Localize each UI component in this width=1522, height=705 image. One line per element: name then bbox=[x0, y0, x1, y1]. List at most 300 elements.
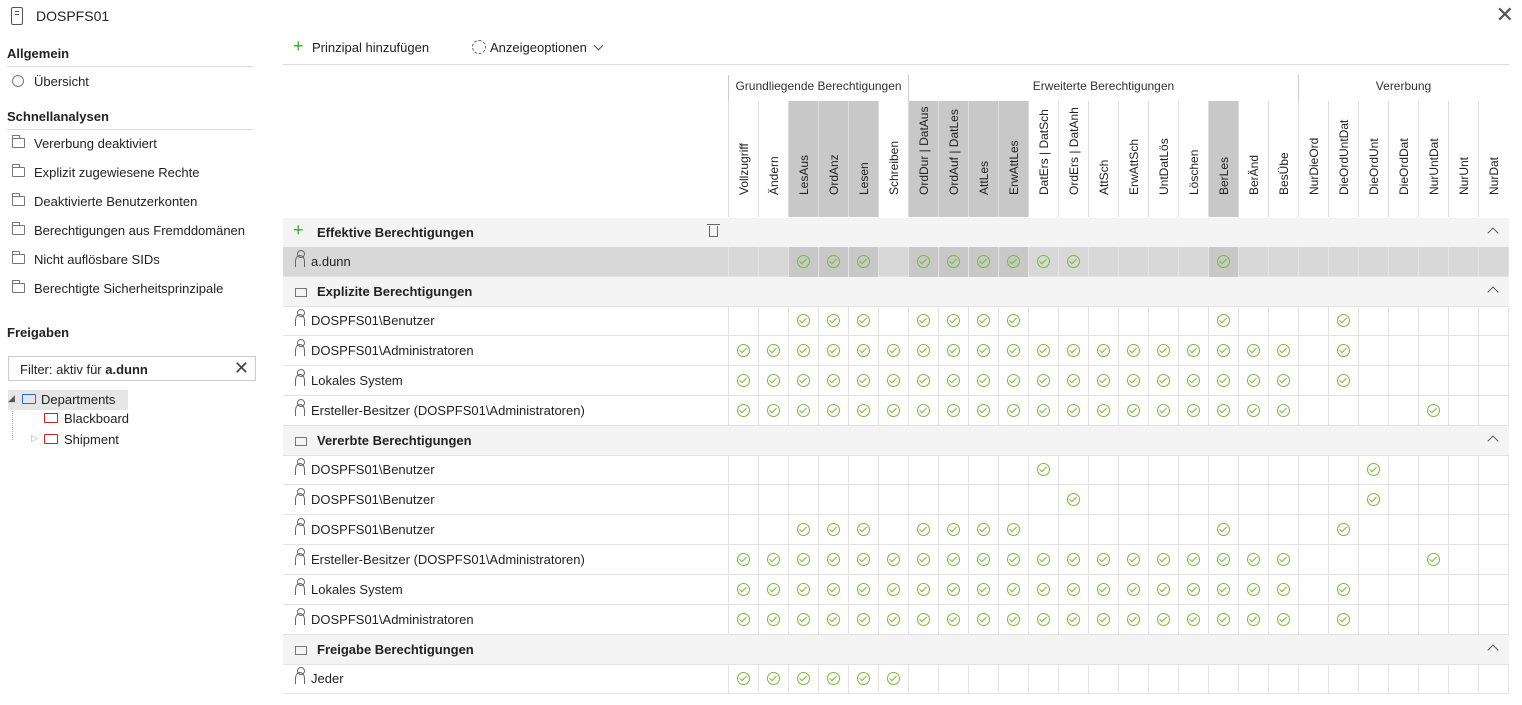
permission-cell[interactable] bbox=[788, 396, 818, 426]
permission-cell[interactable] bbox=[848, 485, 878, 515]
permission-cell[interactable] bbox=[1268, 545, 1298, 575]
permission-cell[interactable] bbox=[1118, 366, 1148, 396]
permission-cell[interactable] bbox=[1298, 515, 1328, 545]
permission-cell[interactable] bbox=[878, 545, 908, 575]
nav-item-berechtigte-sicherheitsprinzipale[interactable]: Berechtigte Sicherheitsprinzipale bbox=[7, 278, 253, 302]
permission-cell[interactable] bbox=[1238, 396, 1268, 426]
permission-cell[interactable] bbox=[1478, 366, 1508, 396]
permission-cell[interactable] bbox=[1388, 664, 1418, 694]
permission-cell[interactable] bbox=[1448, 664, 1478, 694]
permission-cell[interactable] bbox=[1478, 605, 1508, 635]
permission-cell[interactable] bbox=[1148, 485, 1178, 515]
permission-cell[interactable] bbox=[1238, 485, 1268, 515]
permission-cell[interactable] bbox=[1028, 664, 1058, 694]
permission-cell[interactable] bbox=[1268, 485, 1298, 515]
permission-cell[interactable] bbox=[1148, 545, 1178, 575]
permission-cell[interactable] bbox=[938, 247, 968, 277]
table-row[interactable]: a.dunn bbox=[283, 247, 1509, 277]
permission-cell[interactable] bbox=[1298, 336, 1328, 366]
permission-cell[interactable] bbox=[1298, 485, 1328, 515]
permission-cell[interactable] bbox=[1028, 545, 1058, 575]
permission-cell[interactable] bbox=[848, 664, 878, 694]
collapse-chevron-icon[interactable] bbox=[1487, 435, 1498, 446]
tree-node-shipment[interactable]: ▷ Shipment bbox=[31, 432, 119, 447]
permission-cell[interactable] bbox=[1418, 306, 1448, 336]
permission-cell[interactable] bbox=[788, 605, 818, 635]
permission-cell[interactable] bbox=[818, 247, 848, 277]
permission-cell[interactable] bbox=[1148, 515, 1178, 545]
permission-cell[interactable] bbox=[1418, 396, 1448, 426]
permission-cell[interactable] bbox=[758, 455, 788, 485]
permission-cell[interactable] bbox=[1418, 247, 1448, 277]
permission-cell[interactable] bbox=[1028, 247, 1058, 277]
permission-cell[interactable] bbox=[728, 664, 758, 694]
permission-cell[interactable] bbox=[848, 247, 878, 277]
permission-cell[interactable] bbox=[878, 605, 908, 635]
permission-cell[interactable] bbox=[1388, 336, 1418, 366]
permission-cell[interactable] bbox=[938, 455, 968, 485]
permission-cell[interactable] bbox=[788, 664, 818, 694]
permission-cell[interactable] bbox=[968, 366, 998, 396]
permission-cell[interactable] bbox=[818, 396, 848, 426]
table-row[interactable]: DOSPFS01\Benutzer bbox=[283, 515, 1509, 545]
permission-cell[interactable] bbox=[1118, 605, 1148, 635]
permission-cell[interactable] bbox=[1388, 485, 1418, 515]
permission-cell[interactable] bbox=[878, 396, 908, 426]
permission-cell[interactable] bbox=[1088, 664, 1118, 694]
permission-cell[interactable] bbox=[818, 605, 848, 635]
section-header[interactable]: Freigabe Berechtigungen bbox=[283, 635, 1509, 665]
add-principal-button[interactable]: + Prinzipal hinzufügen bbox=[293, 36, 430, 56]
permission-cell[interactable] bbox=[938, 545, 968, 575]
column-header[interactable]: Vollzugriff bbox=[728, 101, 758, 217]
column-header[interactable]: ErwAttLes bbox=[998, 101, 1028, 217]
permission-cell[interactable] bbox=[998, 664, 1028, 694]
permission-cell[interactable] bbox=[1058, 545, 1088, 575]
permission-cell[interactable] bbox=[1118, 336, 1148, 366]
permission-cell[interactable] bbox=[998, 605, 1028, 635]
permission-cell[interactable] bbox=[788, 336, 818, 366]
permission-cell[interactable] bbox=[788, 366, 818, 396]
permission-cell[interactable] bbox=[1178, 575, 1208, 605]
tree-node-departments[interactable]: ◢ Departments bbox=[8, 390, 128, 410]
permission-cell[interactable] bbox=[1328, 664, 1358, 694]
permission-cell[interactable] bbox=[758, 545, 788, 575]
permission-cell[interactable] bbox=[1268, 515, 1298, 545]
permission-cell[interactable] bbox=[1448, 485, 1478, 515]
permission-cell[interactable] bbox=[1088, 515, 1118, 545]
permission-cell[interactable] bbox=[758, 605, 788, 635]
table-row[interactable]: DOSPFS01\Administratoren bbox=[283, 336, 1509, 366]
permission-cell[interactable] bbox=[1238, 247, 1268, 277]
permission-cell[interactable] bbox=[1478, 664, 1508, 694]
permission-cell[interactable] bbox=[1478, 396, 1508, 426]
permission-cell[interactable] bbox=[848, 336, 878, 366]
clear-filter-icon[interactable]: ✕ bbox=[233, 358, 249, 378]
permission-cell[interactable] bbox=[998, 247, 1028, 277]
permission-cell[interactable] bbox=[878, 575, 908, 605]
permission-cell[interactable] bbox=[1418, 545, 1448, 575]
permission-cell[interactable] bbox=[1388, 515, 1418, 545]
permission-cell[interactable] bbox=[1118, 545, 1148, 575]
nav-item-uebersicht[interactable]: Übersicht bbox=[7, 71, 253, 95]
permission-cell[interactable] bbox=[1058, 485, 1088, 515]
permission-cell[interactable] bbox=[1418, 366, 1448, 396]
permission-cell[interactable] bbox=[938, 485, 968, 515]
permission-cell[interactable] bbox=[1088, 247, 1118, 277]
permission-cell[interactable] bbox=[728, 247, 758, 277]
permission-cell[interactable] bbox=[878, 664, 908, 694]
permission-cell[interactable] bbox=[938, 664, 968, 694]
permission-cell[interactable] bbox=[758, 396, 788, 426]
permission-cell[interactable] bbox=[1178, 336, 1208, 366]
permission-cell[interactable] bbox=[1448, 605, 1478, 635]
permission-cell[interactable] bbox=[818, 664, 848, 694]
permission-cell[interactable] bbox=[1148, 366, 1178, 396]
permission-cell[interactable] bbox=[1358, 455, 1388, 485]
permission-cell[interactable] bbox=[1028, 366, 1058, 396]
permission-cell[interactable] bbox=[1448, 575, 1478, 605]
permission-cell[interactable] bbox=[1418, 455, 1448, 485]
permission-cell[interactable] bbox=[878, 366, 908, 396]
permission-cell[interactable] bbox=[848, 455, 878, 485]
permission-cell[interactable] bbox=[1388, 396, 1418, 426]
permission-cell[interactable] bbox=[1268, 396, 1298, 426]
permission-cell[interactable] bbox=[1358, 396, 1388, 426]
permission-cell[interactable] bbox=[758, 515, 788, 545]
permission-cell[interactable] bbox=[728, 455, 758, 485]
permission-cell[interactable] bbox=[1328, 575, 1358, 605]
permission-cell[interactable] bbox=[1028, 306, 1058, 336]
permission-cell[interactable] bbox=[818, 366, 848, 396]
permission-cell[interactable] bbox=[1208, 515, 1238, 545]
permission-cell[interactable] bbox=[1448, 366, 1478, 396]
permission-cell[interactable] bbox=[1328, 605, 1358, 635]
permission-cell[interactable] bbox=[1328, 485, 1358, 515]
permission-cell[interactable] bbox=[758, 247, 788, 277]
table-row[interactable]: Jeder bbox=[283, 664, 1509, 694]
column-header[interactable]: NurUntDat bbox=[1418, 101, 1448, 217]
permission-cell[interactable] bbox=[1178, 396, 1208, 426]
permission-cell[interactable] bbox=[938, 575, 968, 605]
permission-cell[interactable] bbox=[1238, 455, 1268, 485]
collapse-chevron-icon[interactable] bbox=[1487, 644, 1498, 655]
permission-cell[interactable] bbox=[728, 306, 758, 336]
collapsed-arrow-icon[interactable]: ▷ bbox=[31, 433, 38, 443]
permission-cell[interactable] bbox=[968, 247, 998, 277]
permission-cell[interactable] bbox=[1448, 515, 1478, 545]
permission-cell[interactable] bbox=[908, 336, 938, 366]
permission-cell[interactable] bbox=[968, 605, 998, 635]
permission-cell[interactable] bbox=[1328, 366, 1358, 396]
permission-cell[interactable] bbox=[728, 366, 758, 396]
permission-cell[interactable] bbox=[1178, 306, 1208, 336]
filter-box[interactable] bbox=[8, 356, 256, 381]
column-header[interactable]: DieOrdUnt bbox=[1358, 101, 1388, 217]
permission-cell[interactable] bbox=[1328, 247, 1358, 277]
permission-cell[interactable] bbox=[818, 545, 848, 575]
permission-cell[interactable] bbox=[1238, 575, 1268, 605]
permission-cell[interactable] bbox=[1118, 455, 1148, 485]
permission-cell[interactable] bbox=[1028, 396, 1058, 426]
column-header[interactable]: OrdErs | DatAnh bbox=[1058, 101, 1088, 217]
permission-cell[interactable] bbox=[1328, 455, 1358, 485]
permission-cell[interactable] bbox=[1358, 575, 1388, 605]
nav-item-explizit-zugewiesene-rechte[interactable]: Explizit zugewiesene Rechte bbox=[7, 162, 253, 186]
permission-cell[interactable] bbox=[1388, 306, 1418, 336]
table-row[interactable]: Ersteller-Besitzer (DOSPFS01\Administratoren) bbox=[283, 396, 1509, 426]
permission-cell[interactable] bbox=[1268, 455, 1298, 485]
permission-cell[interactable] bbox=[848, 545, 878, 575]
permission-cell[interactable] bbox=[1478, 575, 1508, 605]
permission-cell[interactable] bbox=[818, 336, 848, 366]
permission-cell[interactable] bbox=[1478, 306, 1508, 336]
permission-cell[interactable] bbox=[1208, 605, 1238, 635]
permission-cell[interactable] bbox=[1148, 336, 1178, 366]
permission-cell[interactable] bbox=[788, 455, 818, 485]
permission-cell[interactable] bbox=[968, 396, 998, 426]
permission-cell[interactable] bbox=[1208, 396, 1238, 426]
permission-cell[interactable] bbox=[1448, 545, 1478, 575]
permission-cell[interactable] bbox=[1238, 336, 1268, 366]
permission-cell[interactable] bbox=[1208, 247, 1238, 277]
permission-cell[interactable] bbox=[1358, 545, 1388, 575]
permission-cell[interactable] bbox=[968, 306, 998, 336]
permission-cell[interactable] bbox=[1418, 575, 1448, 605]
permission-cell[interactable] bbox=[1478, 515, 1508, 545]
table-row[interactable]: DOSPFS01\Benutzer bbox=[283, 306, 1509, 336]
permission-cell[interactable] bbox=[1208, 664, 1238, 694]
permission-cell[interactable] bbox=[878, 515, 908, 545]
permission-cell[interactable] bbox=[968, 575, 998, 605]
permission-cell[interactable] bbox=[1208, 306, 1238, 336]
permission-cell[interactable] bbox=[1418, 336, 1448, 366]
permission-cell[interactable] bbox=[758, 664, 788, 694]
permission-cell[interactable] bbox=[1208, 575, 1238, 605]
permission-cell[interactable] bbox=[938, 306, 968, 336]
column-header[interactable]: BerLes bbox=[1208, 101, 1238, 217]
permission-cell[interactable] bbox=[938, 336, 968, 366]
permission-cell[interactable] bbox=[788, 306, 818, 336]
permission-cell[interactable] bbox=[848, 515, 878, 545]
permission-cell[interactable] bbox=[1418, 605, 1448, 635]
permission-cell[interactable] bbox=[1238, 515, 1268, 545]
section-header[interactable]: + Effektive Berechtigungen bbox=[283, 218, 1509, 248]
permission-cell[interactable] bbox=[878, 336, 908, 366]
column-header[interactable]: LesAus bbox=[788, 101, 818, 217]
permission-cell[interactable] bbox=[1058, 396, 1088, 426]
permission-cell[interactable] bbox=[938, 515, 968, 545]
permission-cell[interactable] bbox=[998, 575, 1028, 605]
permission-cell[interactable] bbox=[1148, 306, 1178, 336]
permission-cell[interactable] bbox=[878, 455, 908, 485]
permission-cell[interactable] bbox=[1118, 575, 1148, 605]
permission-cell[interactable] bbox=[1238, 664, 1268, 694]
permission-cell[interactable] bbox=[908, 485, 938, 515]
permission-cell[interactable] bbox=[1058, 455, 1088, 485]
permission-cell[interactable] bbox=[1268, 306, 1298, 336]
permission-cell[interactable] bbox=[1418, 664, 1448, 694]
permission-cell[interactable] bbox=[728, 605, 758, 635]
permission-cell[interactable] bbox=[908, 664, 938, 694]
permission-cell[interactable] bbox=[1358, 306, 1388, 336]
table-row[interactable]: DOSPFS01\Administratoren bbox=[283, 605, 1509, 635]
permission-cell[interactable] bbox=[1058, 336, 1088, 366]
permission-cell[interactable] bbox=[1268, 366, 1298, 396]
permission-cell[interactable] bbox=[848, 605, 878, 635]
permission-cell[interactable] bbox=[1448, 247, 1478, 277]
permission-cell[interactable] bbox=[1358, 366, 1388, 396]
permission-cell[interactable] bbox=[1058, 664, 1088, 694]
permission-cell[interactable] bbox=[1298, 366, 1328, 396]
permission-cell[interactable] bbox=[998, 396, 1028, 426]
permission-cell[interactable] bbox=[1028, 605, 1058, 635]
permission-cell[interactable] bbox=[788, 515, 818, 545]
permission-cell[interactable] bbox=[968, 515, 998, 545]
permission-cell[interactable] bbox=[1028, 336, 1058, 366]
permission-cell[interactable] bbox=[908, 515, 938, 545]
permission-cell[interactable] bbox=[1148, 605, 1178, 635]
display-options-button[interactable]: Anzeigeoptionen bbox=[472, 40, 602, 55]
permission-cell[interactable] bbox=[848, 366, 878, 396]
permission-cell[interactable] bbox=[1268, 247, 1298, 277]
column-header[interactable]: DieOrdDat bbox=[1388, 101, 1418, 217]
permission-cell[interactable] bbox=[1238, 605, 1268, 635]
permission-cell[interactable] bbox=[908, 575, 938, 605]
permission-cell[interactable] bbox=[1178, 515, 1208, 545]
section-header[interactable]: Explizite Berechtigungen bbox=[283, 277, 1509, 307]
permission-cell[interactable] bbox=[1118, 247, 1148, 277]
permission-cell[interactable] bbox=[1358, 664, 1388, 694]
permission-cell[interactable] bbox=[1088, 455, 1118, 485]
permission-cell[interactable] bbox=[908, 366, 938, 396]
permission-cell[interactable] bbox=[1448, 336, 1478, 366]
collapse-chevron-icon[interactable] bbox=[1487, 286, 1498, 297]
permission-cell[interactable] bbox=[728, 336, 758, 366]
permission-cell[interactable] bbox=[1148, 455, 1178, 485]
permission-cell[interactable] bbox=[968, 455, 998, 485]
permission-cell[interactable] bbox=[1028, 575, 1058, 605]
column-header[interactable]: AttLes bbox=[968, 101, 998, 217]
column-header[interactable]: OrdAuf | DatLes bbox=[938, 101, 968, 217]
permission-cell[interactable] bbox=[1328, 336, 1358, 366]
permission-cell[interactable] bbox=[758, 336, 788, 366]
permission-cell[interactable] bbox=[1358, 605, 1388, 635]
permission-cell[interactable] bbox=[1178, 247, 1208, 277]
permission-cell[interactable] bbox=[998, 485, 1028, 515]
permission-cell[interactable] bbox=[788, 247, 818, 277]
column-header[interactable]: UntDatLös bbox=[1148, 101, 1178, 217]
permission-cell[interactable] bbox=[1298, 605, 1328, 635]
permission-cell[interactable] bbox=[1178, 485, 1208, 515]
permission-cell[interactable] bbox=[1388, 605, 1418, 635]
permission-cell[interactable] bbox=[1178, 545, 1208, 575]
permission-cell[interactable] bbox=[728, 575, 758, 605]
table-row[interactable]: Lokales System bbox=[283, 575, 1509, 605]
permission-cell[interactable] bbox=[908, 545, 938, 575]
permission-cell[interactable] bbox=[1268, 664, 1298, 694]
permission-cell[interactable] bbox=[818, 306, 848, 336]
permission-cell[interactable] bbox=[1298, 545, 1328, 575]
permission-cell[interactable] bbox=[968, 664, 998, 694]
section-header[interactable]: Vererbte Berechtigungen bbox=[283, 426, 1509, 456]
permission-cell[interactable] bbox=[1388, 545, 1418, 575]
nav-item-berechtigungen-aus-fremddomänen[interactable]: Berechtigungen aus Fremddomänen bbox=[7, 220, 253, 244]
permission-cell[interactable] bbox=[758, 366, 788, 396]
permission-cell[interactable] bbox=[818, 485, 848, 515]
permission-cell[interactable] bbox=[1328, 306, 1358, 336]
permission-cell[interactable] bbox=[1058, 366, 1088, 396]
permission-cell[interactable] bbox=[1388, 455, 1418, 485]
permission-cell[interactable] bbox=[1178, 605, 1208, 635]
permission-cell[interactable] bbox=[1208, 455, 1238, 485]
permission-cell[interactable] bbox=[998, 545, 1028, 575]
nav-item-nicht-auflösbare-sids[interactable]: Nicht auflösbare SIDs bbox=[7, 249, 253, 273]
expanded-arrow-icon[interactable]: ◢ bbox=[8, 393, 15, 403]
permission-cell[interactable] bbox=[1208, 485, 1238, 515]
permission-cell[interactable] bbox=[1358, 336, 1388, 366]
permission-cell[interactable] bbox=[1268, 575, 1298, 605]
permission-cell[interactable] bbox=[758, 575, 788, 605]
permission-cell[interactable] bbox=[1208, 366, 1238, 396]
permission-cell[interactable] bbox=[818, 515, 848, 545]
permission-cell[interactable] bbox=[908, 396, 938, 426]
permission-cell[interactable] bbox=[998, 515, 1028, 545]
permission-cell[interactable] bbox=[1178, 366, 1208, 396]
permission-cell[interactable] bbox=[998, 336, 1028, 366]
permission-cell[interactable] bbox=[908, 605, 938, 635]
permission-cell[interactable] bbox=[1418, 485, 1448, 515]
permission-cell[interactable] bbox=[1118, 664, 1148, 694]
permission-cell[interactable] bbox=[1088, 605, 1118, 635]
permission-cell[interactable] bbox=[1118, 515, 1148, 545]
permission-cell[interactable] bbox=[1388, 247, 1418, 277]
permission-cell[interactable] bbox=[1448, 455, 1478, 485]
permission-cell[interactable] bbox=[1208, 336, 1238, 366]
permission-cell[interactable] bbox=[1148, 247, 1178, 277]
permission-cell[interactable] bbox=[1328, 515, 1358, 545]
permission-cell[interactable] bbox=[1448, 396, 1478, 426]
permission-cell[interactable] bbox=[938, 366, 968, 396]
permission-cell[interactable] bbox=[818, 575, 848, 605]
permission-cell[interactable] bbox=[1088, 396, 1118, 426]
column-header[interactable]: NurDieOrd bbox=[1298, 101, 1328, 217]
column-header[interactable]: ErwAttSch bbox=[1118, 101, 1148, 217]
tree-node-blackboard[interactable]: Blackboard bbox=[30, 409, 150, 429]
permission-cell[interactable] bbox=[1148, 575, 1178, 605]
permission-cell[interactable] bbox=[1268, 336, 1298, 366]
permission-cell[interactable] bbox=[998, 306, 1028, 336]
permission-cell[interactable] bbox=[1478, 247, 1508, 277]
column-header[interactable]: BerÄnd bbox=[1238, 101, 1268, 217]
permission-cell[interactable] bbox=[1298, 664, 1328, 694]
permission-cell[interactable] bbox=[1388, 366, 1418, 396]
permission-cell[interactable] bbox=[878, 247, 908, 277]
permission-cell[interactable] bbox=[998, 455, 1028, 485]
table-row[interactable]: Lokales System bbox=[283, 366, 1509, 396]
column-header[interactable]: NurDat bbox=[1478, 101, 1508, 217]
permission-cell[interactable] bbox=[908, 247, 938, 277]
permission-cell[interactable] bbox=[1058, 247, 1088, 277]
permission-cell[interactable] bbox=[908, 455, 938, 485]
permission-cell[interactable] bbox=[728, 485, 758, 515]
column-header[interactable]: AttSch bbox=[1088, 101, 1118, 217]
permission-cell[interactable] bbox=[848, 575, 878, 605]
permission-cell[interactable] bbox=[818, 455, 848, 485]
permission-cell[interactable] bbox=[1088, 336, 1118, 366]
permission-cell[interactable] bbox=[788, 575, 818, 605]
permission-cell[interactable] bbox=[1298, 306, 1328, 336]
